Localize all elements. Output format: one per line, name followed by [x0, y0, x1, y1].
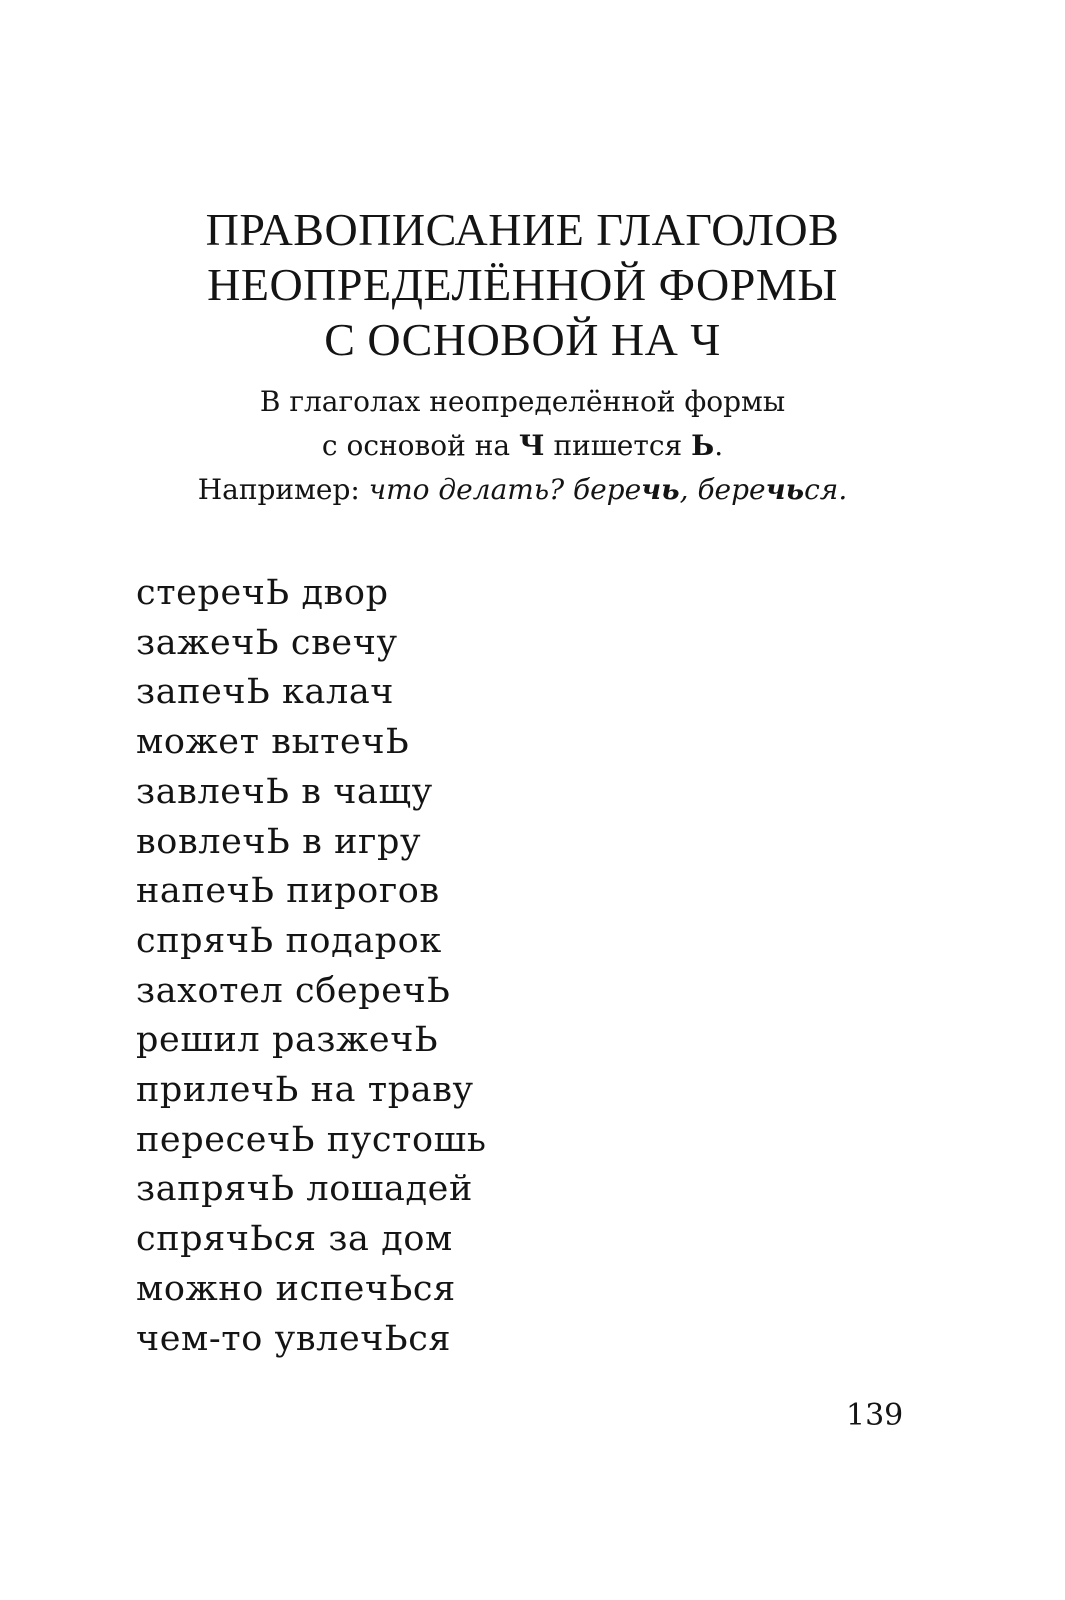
list-item: спрячЬся за дом	[136, 1219, 453, 1260]
title-line-3: С ОСНОВОЙ НА Ч	[324, 314, 721, 365]
list-item: запечЬ калач	[136, 672, 395, 713]
example-word-1-stem: бере	[572, 473, 642, 506]
rule-line-2-prefix: с основой на	[321, 429, 519, 462]
rule-line-2	[0, 424, 1045, 468]
list-item: захотел сберечЬ	[136, 970, 451, 1011]
example-end: .	[838, 473, 848, 506]
rule-text	[0, 380, 1045, 512]
rule-example-line	[0, 468, 1045, 512]
list-item: напечЬ пирогов	[136, 871, 440, 912]
page-title	[0, 202, 1045, 367]
example-word-2-suffix: ся	[804, 473, 839, 506]
rule-line-1: В глаголах неопределённой формы	[259, 385, 786, 418]
word-list	[136, 569, 486, 1364]
list-item: решил разжечЬ	[136, 1020, 439, 1061]
example-label: Например:	[197, 473, 369, 506]
list-item: пересечЬ пустошь	[136, 1119, 487, 1160]
rule-letter-ch: Ч	[518, 429, 545, 462]
list-item: стеречЬ двор	[136, 573, 389, 613]
title-line-1: ПРАВОПИСАНИЕ ГЛАГОЛОВ	[205, 204, 840, 255]
page-number: 139	[846, 1398, 904, 1433]
list-item: вовлечЬ в игру	[136, 821, 422, 862]
example-word-1-ending: чь	[641, 473, 680, 506]
list-item: может вытечЬ	[136, 722, 410, 763]
example-separator: ,	[679, 473, 698, 506]
list-item: можно испечЬся	[136, 1268, 456, 1309]
rule-soft-sign: Ь	[691, 429, 715, 462]
example-word-2-ending: чь	[765, 473, 805, 506]
example-word-2-stem: бере	[697, 473, 766, 506]
rule-line-2-end: .	[714, 429, 724, 462]
list-item: зажечЬ свечу	[136, 622, 398, 663]
title-line-2: НЕОПРЕДЕЛЁННОЙ ФОРМЫ	[207, 259, 838, 310]
list-item: завлечЬ в чащу	[136, 771, 433, 812]
rule-line-2-middle: пишется	[544, 429, 692, 462]
list-item: спрячЬ подарок	[136, 920, 442, 961]
example-question: что делать?	[368, 473, 573, 506]
example-text	[369, 473, 848, 506]
list-item: прилечЬ на траву	[136, 1070, 474, 1111]
list-item: запрячЬ лошадей	[136, 1169, 473, 1210]
list-item: чем-то увлечЬся	[136, 1318, 452, 1359]
